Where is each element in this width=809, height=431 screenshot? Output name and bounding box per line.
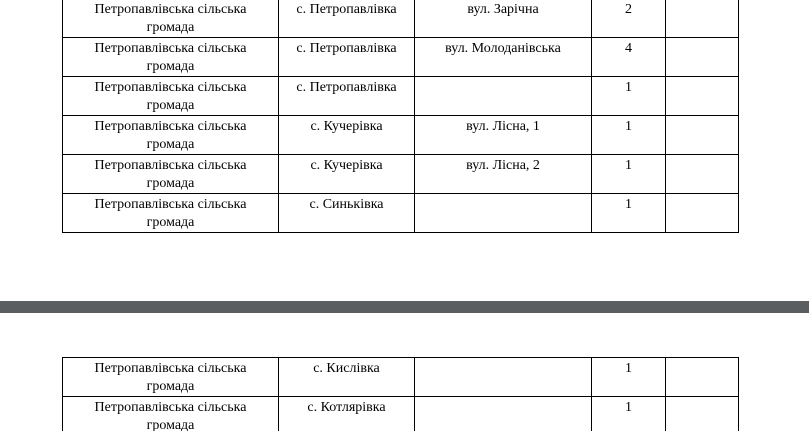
shelter-table-top bbox=[62, 0, 739, 233]
community-line-2: громада bbox=[146, 176, 195, 191]
note-cell bbox=[666, 155, 739, 194]
community-cell bbox=[63, 155, 279, 194]
note-cell bbox=[666, 358, 739, 397]
settlement-cell: с. Петропавлівка bbox=[279, 38, 415, 77]
street-cell: вул. Зарічна bbox=[415, 0, 592, 38]
community-line-1: Петропавлівська сільська bbox=[94, 119, 247, 134]
community-cell bbox=[63, 0, 279, 38]
community-line-2: громада bbox=[146, 98, 195, 113]
community-line-1: Петропавлівська сільська bbox=[94, 197, 247, 212]
count-cell: 2 bbox=[592, 0, 666, 38]
note-cell bbox=[666, 38, 739, 77]
community-line-1: Петропавлівська сільська bbox=[94, 400, 247, 415]
settlement-cell: с. Петропавлівка bbox=[279, 77, 415, 116]
page-divider bbox=[0, 300, 809, 316]
community-cell bbox=[63, 397, 279, 431]
count-cell: 1 bbox=[592, 155, 666, 194]
street-cell bbox=[415, 194, 592, 233]
note-cell bbox=[666, 0, 739, 38]
community-line-2: громада bbox=[146, 59, 195, 74]
street-cell bbox=[415, 358, 592, 397]
street-cell bbox=[415, 397, 592, 431]
settlement-cell: с. Кислівка bbox=[279, 358, 415, 397]
community-cell bbox=[63, 116, 279, 155]
table-row bbox=[63, 116, 739, 155]
community-cell bbox=[63, 358, 279, 397]
community-line-1: Петропавлівська сільська bbox=[94, 80, 247, 95]
community-line-2: громада bbox=[146, 379, 195, 394]
community-line-2: громада bbox=[146, 20, 195, 35]
page-gap-bar bbox=[0, 301, 809, 313]
table-row bbox=[63, 77, 739, 116]
community-cell bbox=[63, 194, 279, 233]
street-cell: вул. Молоданівська bbox=[415, 38, 592, 77]
community-line-2: громада bbox=[146, 137, 195, 152]
street-cell: вул. Лісна, 1 bbox=[415, 116, 592, 155]
street-cell: вул. Лісна, 2 bbox=[415, 155, 592, 194]
note-cell bbox=[666, 77, 739, 116]
count-cell: 1 bbox=[592, 194, 666, 233]
community-line-1: Петропавлівська сільська bbox=[94, 361, 247, 376]
community-line-1: Петропавлівська сільська bbox=[94, 2, 247, 17]
table-row bbox=[63, 397, 739, 431]
count-cell: 1 bbox=[592, 77, 666, 116]
street-cell bbox=[415, 77, 592, 116]
table-row bbox=[63, 155, 739, 194]
table-row bbox=[63, 38, 739, 77]
community-line-1: Петропавлівська сільська bbox=[94, 41, 247, 56]
settlement-cell: с. Кучерівка bbox=[279, 155, 415, 194]
note-cell bbox=[666, 194, 739, 233]
community-line-1: Петропавлівська сільська bbox=[94, 158, 247, 173]
community-cell bbox=[63, 77, 279, 116]
count-cell: 1 bbox=[592, 397, 666, 431]
table-row bbox=[63, 358, 739, 397]
table-row bbox=[63, 194, 739, 233]
note-cell bbox=[666, 116, 739, 155]
note-cell bbox=[666, 397, 739, 431]
community-line-2: громада bbox=[146, 418, 195, 431]
settlement-cell: с. Петропавлівка bbox=[279, 0, 415, 38]
shelter-table-bottom bbox=[62, 357, 739, 431]
count-cell: 1 bbox=[592, 358, 666, 397]
table-row bbox=[63, 0, 739, 38]
count-cell: 1 bbox=[592, 116, 666, 155]
community-line-2: громада bbox=[146, 215, 195, 230]
count-cell: 4 bbox=[592, 38, 666, 77]
settlement-cell: с. Кучерівка bbox=[279, 116, 415, 155]
settlement-cell: с. Синьківка bbox=[279, 194, 415, 233]
document-page-bottom bbox=[0, 316, 809, 431]
community-cell bbox=[63, 38, 279, 77]
settlement-cell: с. Котлярівка bbox=[279, 397, 415, 431]
